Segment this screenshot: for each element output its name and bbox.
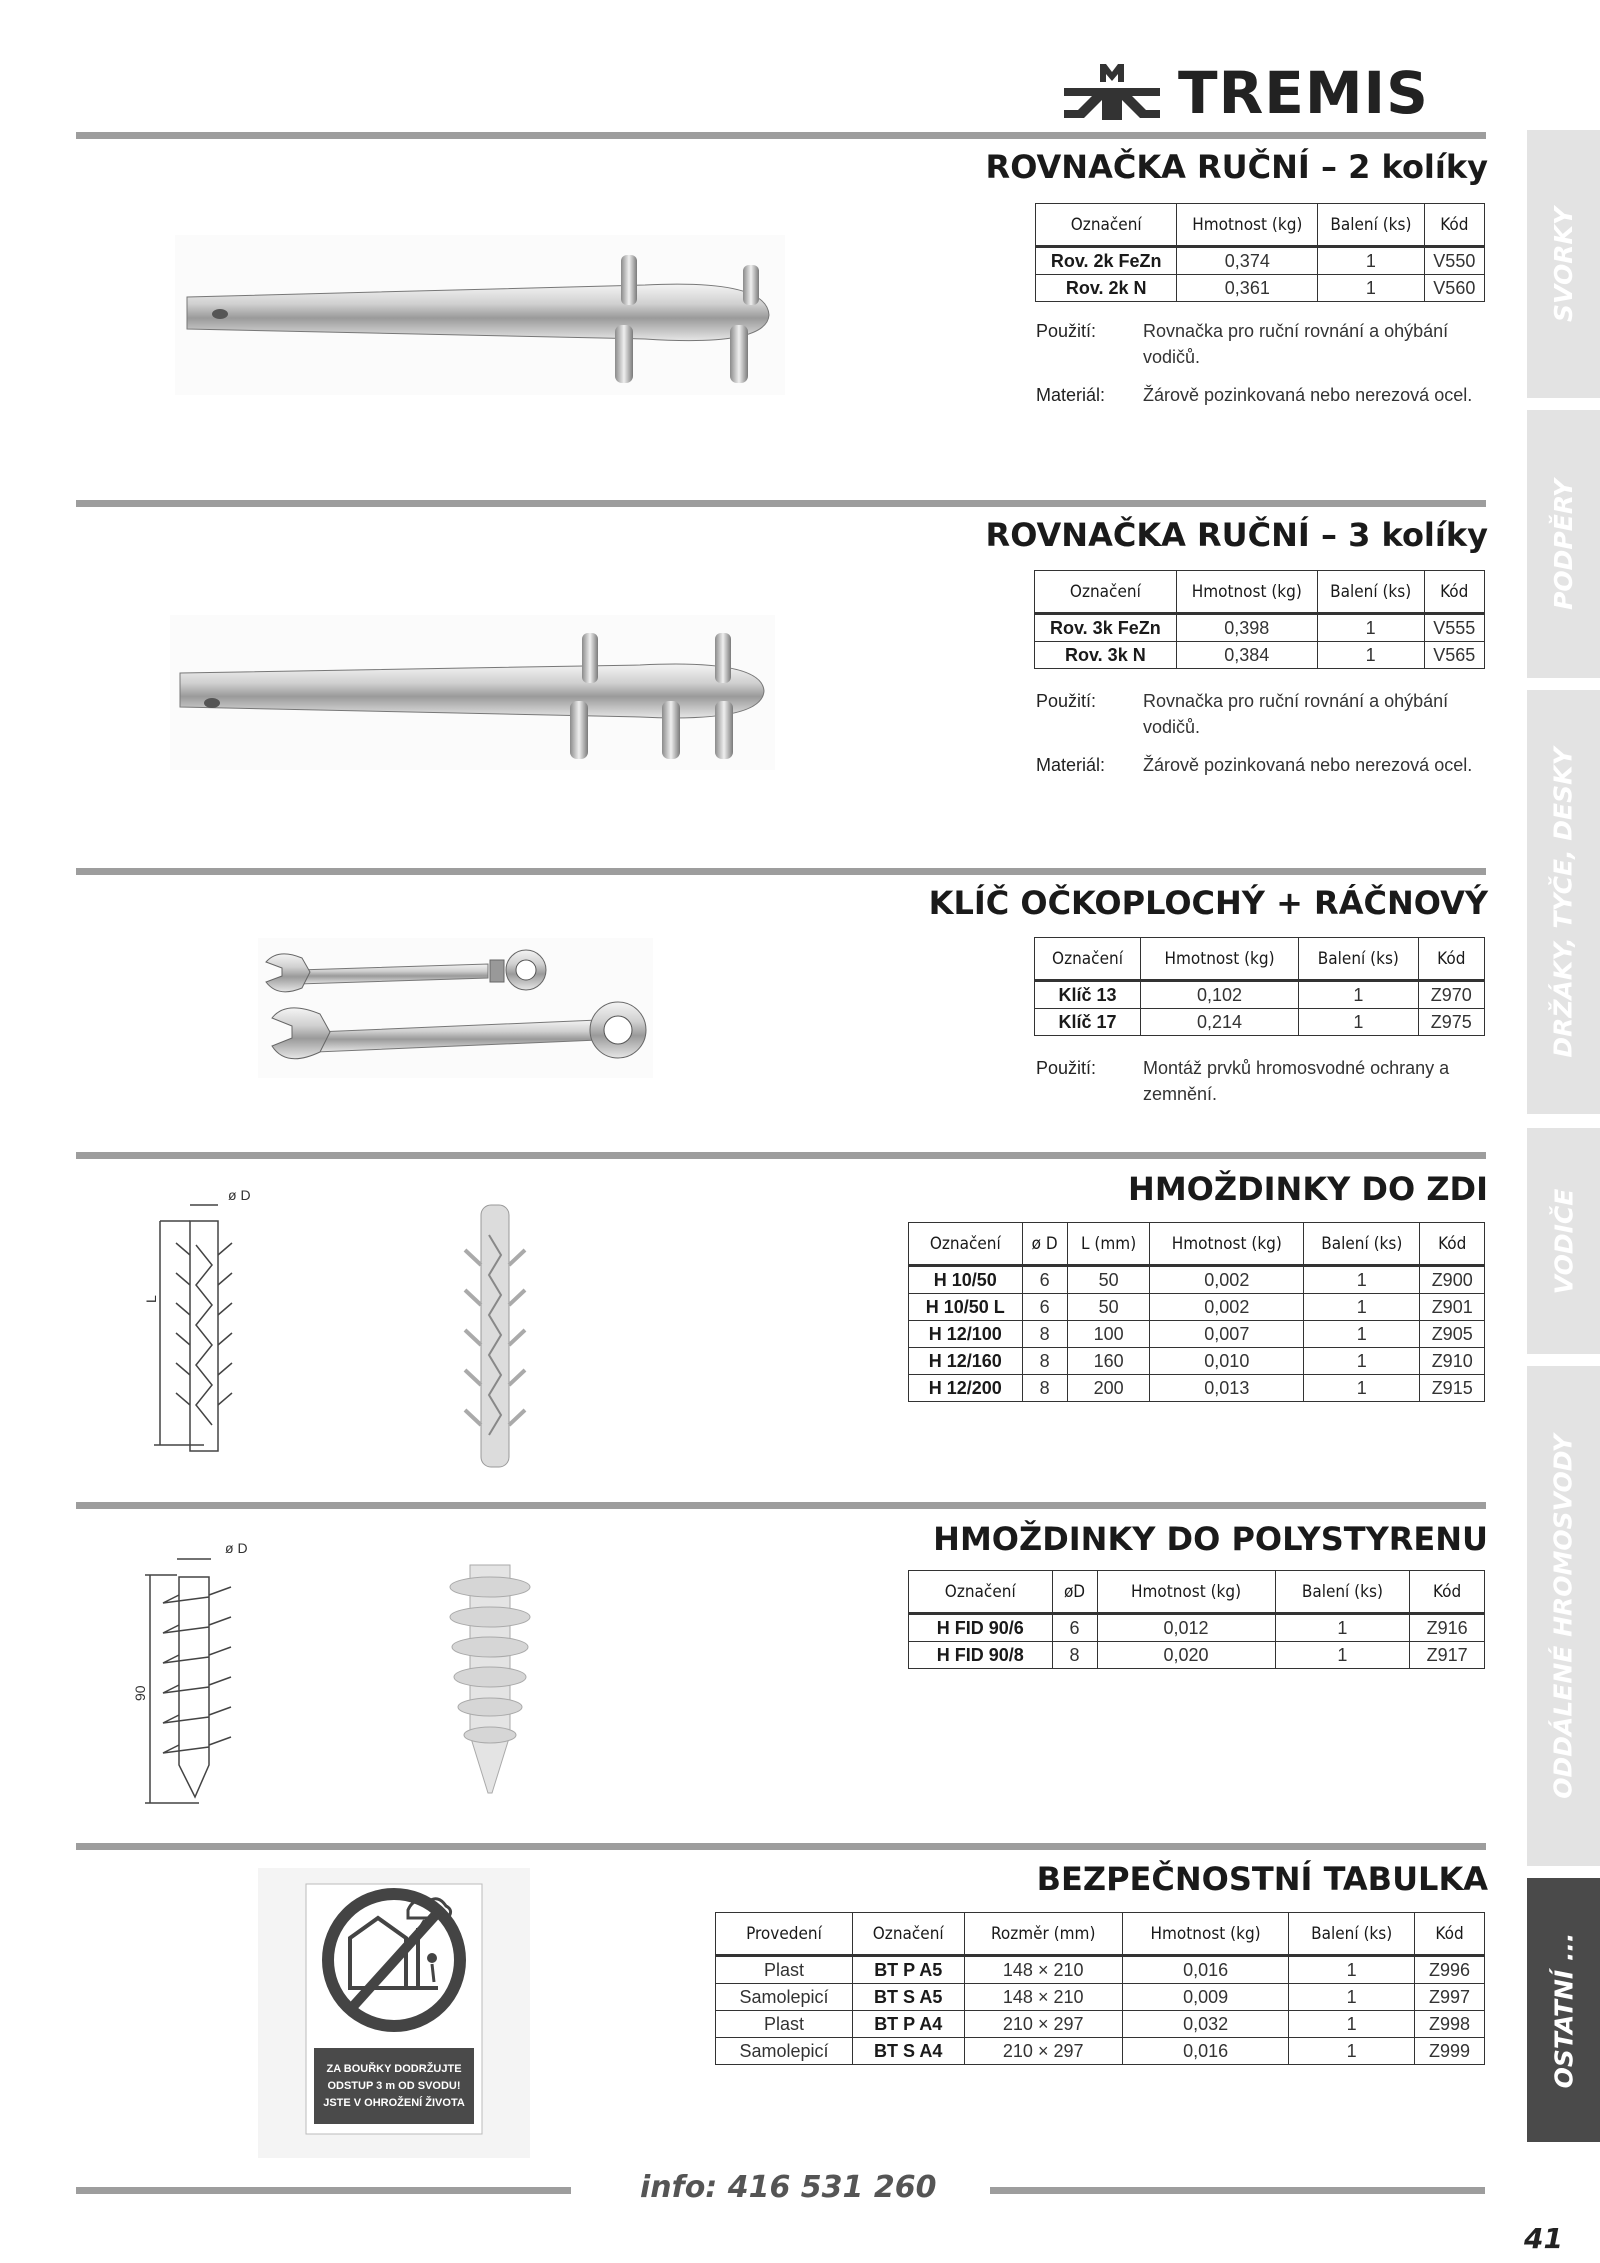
tab-oddalene-hromosvody[interactable] — [1527, 1366, 1600, 1866]
cell: 0,016 — [1122, 2038, 1288, 2065]
tab-drzaky[interactable] — [1527, 690, 1600, 1114]
diameter-label: ø D — [225, 1540, 248, 1556]
sign-text-line: ODSTUP 3 m OD SVODU! — [327, 2080, 461, 2092]
cell: 100 — [1067, 1321, 1150, 1348]
table-row — [716, 2011, 1485, 2038]
table-row — [1036, 247, 1485, 275]
usage-note — [1036, 688, 1496, 740]
tab-podpery[interactable] — [1527, 410, 1600, 678]
note-label: Použití: — [1036, 691, 1097, 711]
col-header: øD — [1052, 1571, 1097, 1614]
wall-dowel-image — [455, 1195, 535, 1475]
cell: Rov. 3k FeZn — [1035, 614, 1177, 642]
cell: 1 — [1289, 1956, 1415, 1984]
cell: Rov. 3k N — [1035, 642, 1177, 669]
note-text: Žárově pozinkovaná nebo nerezová ocel. — [1143, 755, 1473, 775]
straightener-3-pins-image — [170, 615, 775, 770]
col-header: Označení — [1036, 204, 1177, 247]
spec-table — [715, 1912, 1485, 2065]
cell: 1 — [1275, 1614, 1410, 1642]
spec-table — [1035, 203, 1485, 302]
wall-dowel-drawing — [140, 1185, 280, 1455]
table-row — [909, 1348, 1485, 1375]
col-header: Označení — [852, 1913, 964, 1956]
cell: H 10/50 — [909, 1266, 1023, 1294]
wrench-image — [258, 938, 653, 1078]
col-header: Hmotnost (kg) — [1150, 1223, 1304, 1266]
table-row — [909, 1321, 1485, 1348]
cell: 1 — [1318, 247, 1424, 275]
material-note — [1036, 752, 1496, 778]
cell: V555 — [1424, 614, 1484, 642]
cell: 1 — [1289, 2038, 1415, 2065]
cell: 0,002 — [1150, 1294, 1304, 1321]
brand-logo — [1060, 60, 1490, 126]
cell: 50 — [1067, 1294, 1150, 1321]
tab-label: VODIČE — [1549, 1188, 1579, 1294]
table-row — [716, 1984, 1485, 2011]
cell: 8 — [1022, 1348, 1067, 1375]
cell: 210 × 297 — [964, 2011, 1122, 2038]
note-text: Žárově pozinkovaná nebo nerezová ocel. — [1143, 385, 1473, 405]
col-header: Označení — [1035, 571, 1177, 614]
col-header: Kód — [1418, 938, 1484, 981]
cell: Z997 — [1415, 1984, 1485, 2011]
cell: 1 — [1304, 1321, 1420, 1348]
section-title: KLÍČ OČKOPLOCHÝ + RÁČNOVÝ — [928, 884, 1488, 922]
straightener-2-pins-image — [175, 235, 785, 395]
cell: V565 — [1424, 642, 1484, 669]
table-row — [1035, 981, 1485, 1009]
cell: 0,361 — [1177, 275, 1318, 302]
cell: 0,016 — [1122, 1956, 1288, 1984]
cell: Z996 — [1415, 1956, 1485, 1984]
col-header: Označení — [1035, 938, 1141, 981]
tab-label: OSTATNÍ ... — [1549, 1932, 1578, 2088]
cell: BT S A4 — [852, 2038, 964, 2065]
note-text: Rovnačka pro ruční rovnání a ohýbání vodičů. — [1143, 321, 1449, 367]
brand-name: TREMIS — [1178, 59, 1429, 127]
cell: 1 — [1299, 981, 1419, 1009]
cell: 200 — [1067, 1375, 1150, 1402]
col-header: Provedení — [716, 1913, 853, 1956]
cell: 1 — [1289, 1984, 1415, 2011]
sign-text-line: JSTE V OHROŽENÍ ŽIVOTA — [323, 2097, 465, 2109]
cell: 0,007 — [1150, 1321, 1304, 1348]
col-header: Rozměr (mm) — [964, 1913, 1122, 1956]
cell: 1 — [1289, 2011, 1415, 2038]
col-header: Balení (ks) — [1275, 1571, 1410, 1614]
cell: H 12/200 — [909, 1375, 1023, 1402]
cell: H 12/100 — [909, 1321, 1023, 1348]
tab-svorky[interactable] — [1527, 130, 1600, 398]
col-header: Kód — [1415, 1913, 1485, 1956]
col-header: Balení (ks) — [1304, 1223, 1420, 1266]
spec-table — [908, 1570, 1485, 1669]
cell: H 10/50 L — [909, 1294, 1023, 1321]
cell: 1 — [1304, 1348, 1420, 1375]
cell: Z916 — [1410, 1614, 1485, 1642]
cell: Klíč 13 — [1035, 981, 1141, 1009]
cell: Z975 — [1418, 1009, 1484, 1036]
cell: Klíč 17 — [1035, 1009, 1141, 1036]
cell: 0,102 — [1141, 981, 1299, 1009]
col-header: Balení (ks) — [1318, 204, 1424, 247]
tab-label: SVORKY — [1549, 206, 1578, 322]
cell: 0,013 — [1150, 1375, 1304, 1402]
cell: 1 — [1317, 642, 1424, 669]
section-divider — [76, 1152, 1486, 1159]
cell: 8 — [1052, 1642, 1097, 1669]
polystyrene-dowel-image — [440, 1555, 540, 1800]
section-divider — [76, 868, 1486, 875]
col-header: Kód — [1424, 571, 1484, 614]
cell: 1 — [1318, 275, 1424, 302]
col-header: Hmotnost (kg) — [1177, 204, 1318, 247]
table-row — [909, 1375, 1485, 1402]
col-header: L (mm) — [1067, 1223, 1150, 1266]
footer-rule-left — [76, 2187, 571, 2194]
cell: Samolepicí — [716, 1984, 853, 2011]
cell: 1 — [1304, 1375, 1420, 1402]
cell: Z970 — [1418, 981, 1484, 1009]
cell: H FID 90/6 — [909, 1614, 1053, 1642]
cell: 0,012 — [1097, 1614, 1275, 1642]
note-label: Použití: — [1036, 1058, 1097, 1078]
cell: 0,009 — [1122, 1984, 1288, 2011]
cell: 50 — [1067, 1266, 1150, 1294]
tab-label: ODDÁLENÉ HROMOSVODY — [1549, 1433, 1579, 1799]
usage-note — [1036, 1055, 1496, 1107]
note-label: Materiál: — [1036, 755, 1106, 775]
cell: 148 × 210 — [964, 1956, 1122, 1984]
cell: 8 — [1022, 1321, 1067, 1348]
col-header: Kód — [1424, 204, 1484, 247]
cell: Z998 — [1415, 2011, 1485, 2038]
cell: 6 — [1022, 1266, 1067, 1294]
col-header: Balení (ks) — [1299, 938, 1419, 981]
tab-ostatni[interactable] — [1527, 1878, 1600, 2142]
safety-sign-image — [258, 1868, 530, 2158]
cell: 210 × 297 — [964, 2038, 1122, 2065]
table-row — [1036, 275, 1485, 302]
cell: H FID 90/8 — [909, 1642, 1053, 1669]
note-label: Použití: — [1036, 321, 1097, 341]
cell: 1 — [1304, 1266, 1420, 1294]
tab-label: PODPĚRY — [1549, 478, 1579, 610]
tab-label: DRŽÁKY, TYČE, DESKY — [1549, 746, 1578, 1058]
cell: 0,010 — [1150, 1348, 1304, 1375]
col-header: Označení — [909, 1571, 1053, 1614]
table-row — [1035, 1009, 1485, 1036]
table-row — [1035, 642, 1485, 669]
cell: H 12/160 — [909, 1348, 1023, 1375]
section-divider — [76, 132, 1486, 139]
cell: Z910 — [1420, 1348, 1485, 1375]
col-header: Balení (ks) — [1289, 1913, 1415, 1956]
length-label: 90 — [132, 1685, 148, 1701]
cell: Samolepicí — [716, 2038, 853, 2065]
cell: 8 — [1022, 1375, 1067, 1402]
section-divider — [76, 1843, 1486, 1850]
cell: 160 — [1067, 1348, 1150, 1375]
tab-vodice[interactable] — [1527, 1128, 1600, 1354]
note-text: Montáž prvků hromosvodné ochrany a zemnění. — [1143, 1058, 1450, 1104]
table-row — [909, 1642, 1485, 1669]
polystyrene-dowel-drawing — [132, 1535, 275, 1810]
cell: Z900 — [1420, 1266, 1485, 1294]
col-header: Hmotnost (kg) — [1141, 938, 1299, 981]
section-divider — [76, 1502, 1486, 1509]
col-header: Kód — [1410, 1571, 1485, 1614]
cell: BT P A4 — [852, 2011, 964, 2038]
table-row — [1035, 614, 1485, 642]
col-header: Hmotnost (kg) — [1176, 571, 1317, 614]
cell: 0,002 — [1150, 1266, 1304, 1294]
spec-table — [908, 1222, 1485, 1402]
cell: Rov. 2k N — [1036, 275, 1177, 302]
cell: 0,032 — [1122, 2011, 1288, 2038]
cell: BT P A5 — [852, 1956, 964, 1984]
usage-note — [1036, 318, 1496, 370]
cell: 1 — [1299, 1009, 1419, 1036]
spec-table — [1034, 570, 1485, 669]
col-header: Hmotnost (kg) — [1097, 1571, 1275, 1614]
col-header: Označení — [909, 1223, 1023, 1266]
note-label: Materiál: — [1036, 385, 1106, 405]
note-text: Rovnačka pro ruční rovnání a ohýbání vodičů. — [1143, 691, 1449, 737]
table-row — [909, 1266, 1485, 1294]
cell: Z905 — [1420, 1321, 1485, 1348]
length-label: L — [143, 1295, 159, 1303]
table-row — [909, 1294, 1485, 1321]
cell: V550 — [1424, 247, 1484, 275]
table-row — [909, 1614, 1485, 1642]
col-header: Balení (ks) — [1317, 571, 1424, 614]
tremis-logo-icon — [1060, 62, 1164, 124]
cell: 0,020 — [1097, 1642, 1275, 1669]
cell: Z901 — [1420, 1294, 1485, 1321]
col-header: ø D — [1022, 1223, 1067, 1266]
footer-rule-right — [990, 2187, 1485, 2194]
cell: 0,214 — [1141, 1009, 1299, 1036]
material-note — [1036, 382, 1496, 408]
diameter-label: ø D — [228, 1187, 251, 1203]
col-header: Hmotnost (kg) — [1122, 1913, 1288, 1956]
cell: 6 — [1022, 1294, 1067, 1321]
cell: Z915 — [1420, 1375, 1485, 1402]
cell: Z999 — [1415, 2038, 1485, 2065]
cell: 1 — [1317, 614, 1424, 642]
page-number: 41 — [1524, 2222, 1563, 2255]
sign-text-line: ZA BOUŘKY DODRŽUJTE — [326, 2063, 462, 2075]
section-title: BEZPEČNOSTNÍ TABULKA — [1036, 1860, 1488, 1898]
cell: 0,384 — [1176, 642, 1317, 669]
cell: Plast — [716, 2011, 853, 2038]
section-title: HMOŽDINKY DO ZDI — [1128, 1170, 1488, 1208]
spec-table — [1034, 937, 1485, 1036]
section-title: HMOŽDINKY DO POLYSTYRENU — [933, 1520, 1488, 1558]
cell: 1 — [1304, 1294, 1420, 1321]
col-header: Kód — [1420, 1223, 1485, 1266]
table-row — [716, 1956, 1485, 1984]
section-title: ROVNAČKA RUČNÍ – 2 kolíky — [985, 148, 1488, 186]
table-row — [716, 2038, 1485, 2065]
cell: 1 — [1275, 1642, 1410, 1669]
cell: Plast — [716, 1956, 853, 1984]
cell: V560 — [1424, 275, 1484, 302]
cell: 0,398 — [1176, 614, 1317, 642]
cell: Z917 — [1410, 1642, 1485, 1669]
section-title: ROVNAČKA RUČNÍ – 3 kolíky — [985, 516, 1488, 554]
cell: 6 — [1052, 1614, 1097, 1642]
cell: 0,374 — [1177, 247, 1318, 275]
footer-info: info: 416 531 260 — [640, 2170, 937, 2205]
cell: 148 × 210 — [964, 1984, 1122, 2011]
cell: Rov. 2k FeZn — [1036, 247, 1177, 275]
cell: BT S A5 — [852, 1984, 964, 2011]
section-divider — [76, 500, 1486, 507]
